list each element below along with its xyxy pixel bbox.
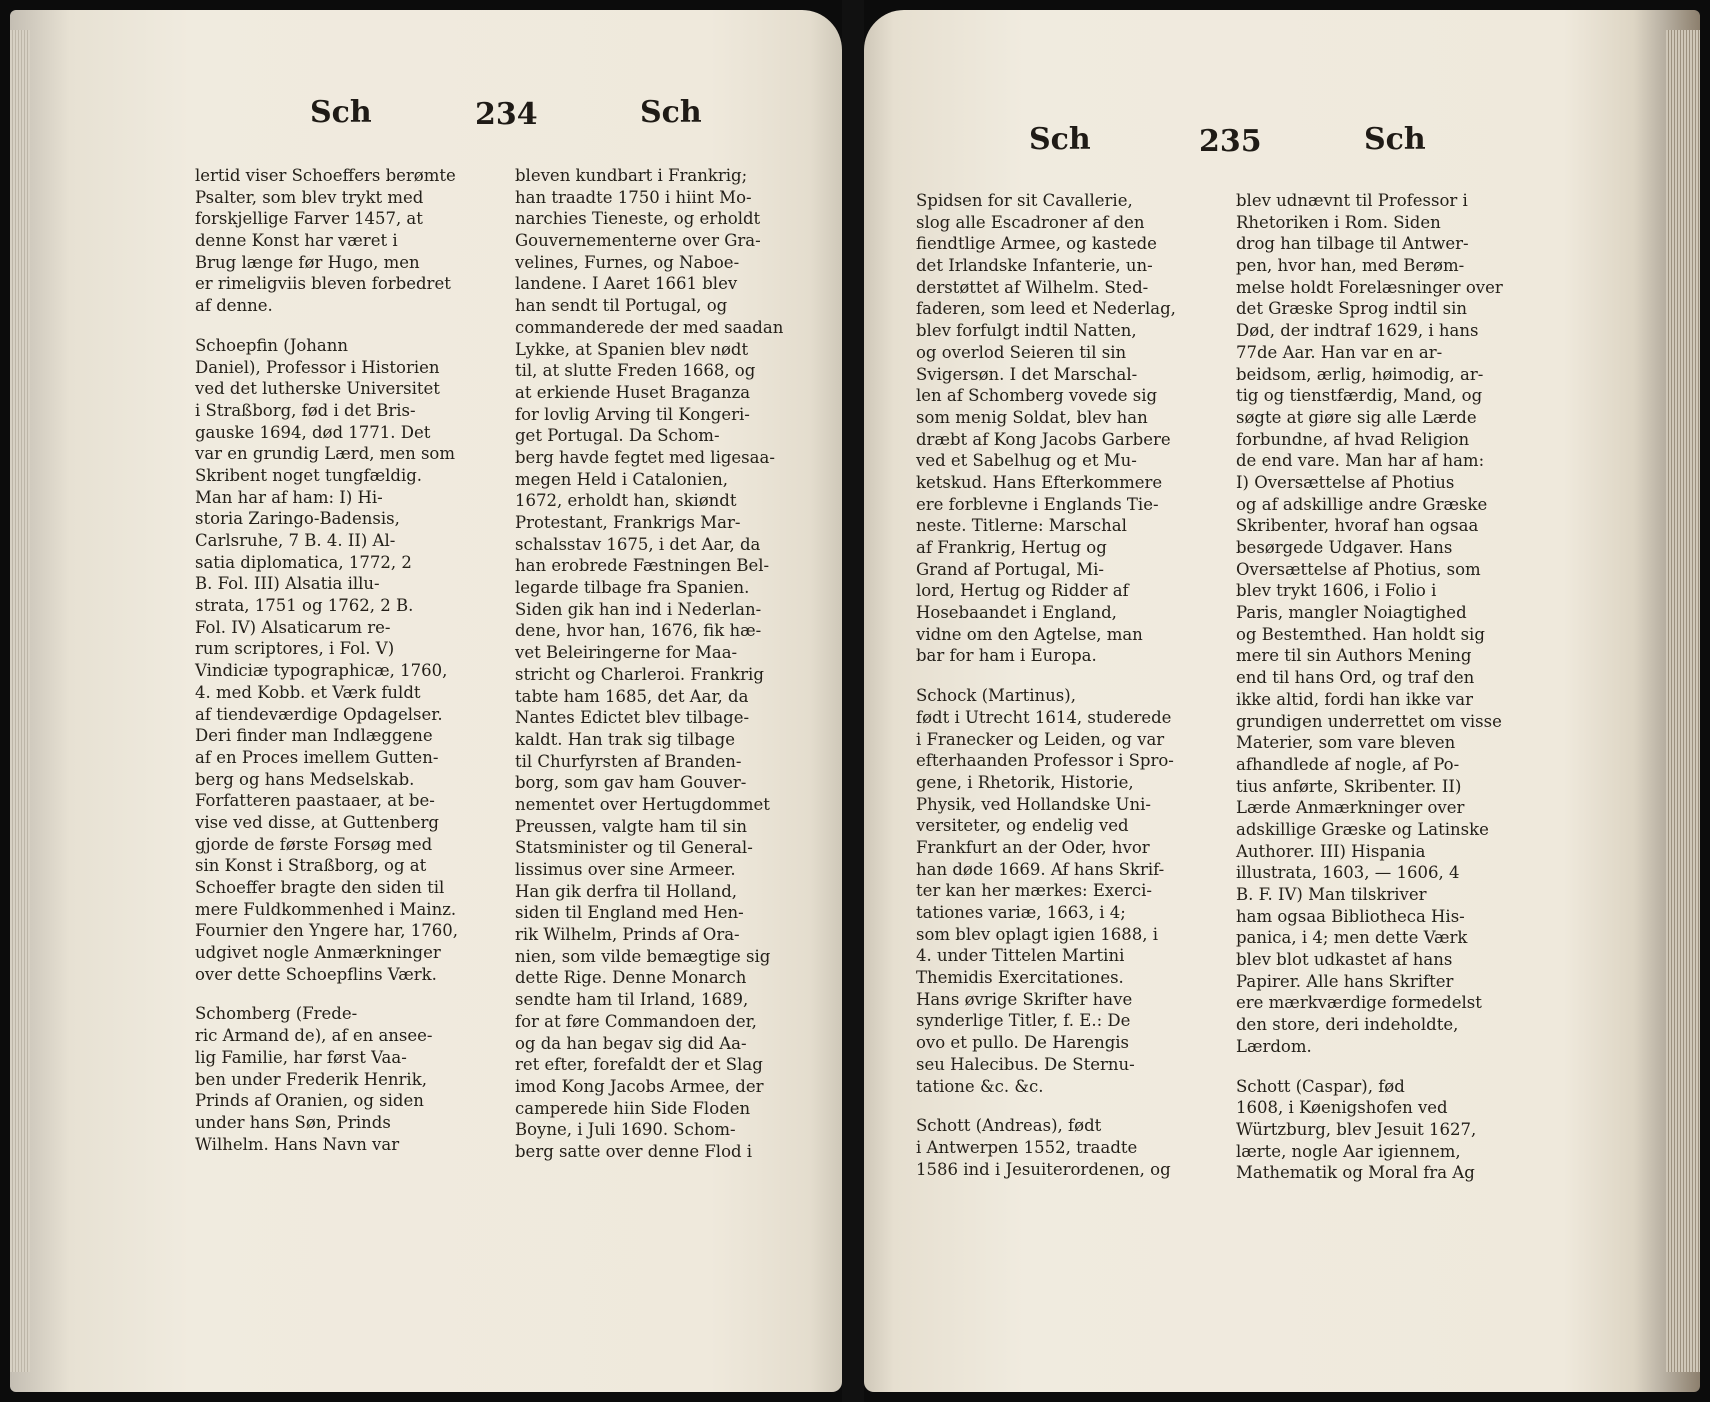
text-line: ere forblevne i Englands Tie- [916,494,1159,514]
text-line: i Franecker og Leiden, og var [916,729,1165,749]
text-line: Carlsruhe, 7 B. 4. II) Al- [195,531,396,550]
text-line: lissimus over sine Armeer. [515,860,736,879]
book-gutter [842,0,864,1402]
text-line: imod Kong Jacobs Armee, der [515,1076,764,1096]
text-line: legarde tilbage fra Spanien. [515,578,750,598]
text-line: i Straßborg, fød i det Bris- [195,400,416,420]
text-line: udgivet nogle Anmærkninger [195,943,441,963]
text-line: Würtzburg, blev Jesuit 1627, [1236,1119,1477,1139]
text-line: han traadte 1750 i hiint Mo- [515,187,752,207]
text-line: 1672, erholdt han, skiøndt [515,491,737,511]
text-line: velines, Furnes, og Naboe- [515,252,740,272]
text-line: var en grundig Lærd, men som [195,444,456,464]
text-line: Schott (Caspar), fød [1236,1076,1405,1096]
text-line: vidne om den Agtelse, man [916,624,1143,644]
text-line: berg og hans Medselskab. [195,769,415,789]
text-line: søgte at giøre sig alle Lærde [1236,407,1477,427]
text-line: dene, hvor han, 1676, fik hæ- [515,621,762,641]
text-line: Død, der indtraf 1629, i hans [1236,321,1479,341]
text-line: Schott (Andreas), født [916,1116,1102,1136]
text-line: af Frankrig, Hertug og [916,538,1107,557]
text-line: tabte ham 1685, det Aar, da [515,686,749,706]
text-line: Svigersøn. I det Marschal- [916,364,1138,384]
text-line: landene. I Aaret 1661 blev [515,274,738,294]
text-line: Preussen, valgte ham til sin [515,816,747,836]
text-line: Han gik derfra til Holland, [515,881,738,901]
text-line: Fournier den Yngere har, 1760, [195,921,459,941]
text-line: rik Wilhelm, Prinds af Ora- [515,925,740,945]
text-line: lærte, nogle Aar igiennem, [1236,1141,1461,1161]
text-line: ere mærkværdige formedelst [1236,993,1482,1013]
left-page-column-2 [515,165,783,1163]
text-line: blev udnævnt til Professor i [1236,191,1468,210]
text-line: og Bestemthed. Han holdt sig [1236,624,1485,644]
text-line: Forfatteren paastaaer, at be- [195,791,435,811]
right-page-column-1 [916,190,1176,1180]
text-line: Gouvernementerne over Gra- [515,231,761,251]
text-line: nien, som vilde bemægtige sig [515,946,771,966]
text-line: Psalter, som blev trykt med [195,187,424,207]
text-line: end til hans Ord, og traf den [1236,668,1475,688]
left-running-head-left: Sch [310,95,372,130]
text-line: lertid viser Schoeffers berømte [195,166,456,185]
text-line: tatione &c. &c. [916,1076,1044,1096]
text-line: berg satte over denne Flod i [515,1141,753,1161]
text-line: panica, i 4; men dette Værk [1236,928,1468,948]
text-line: over dette Schoepflins Værk. [195,964,437,984]
text-line: Authorer. III) Hispania [1236,841,1426,861]
text-line: sin Konst i Straßborg, og at [195,856,427,876]
text-line: faderen, som leed et Nederlag, [916,299,1176,319]
text-line: sendte ham til Irland, 1689, [515,990,749,1010]
text-line: commanderede der med saadan [515,317,784,337]
text-line: det Græske Sprog indtil sin [1236,299,1468,319]
text-line: ham ogsaa Bibliotheca His- [1236,906,1465,926]
text-line: siden til England med Hen- [515,903,744,923]
text-line: rum scriptores, i Fol. V) [195,639,395,659]
text-line: dette Rige. Denne Monarch [515,968,747,988]
text-line: som menig Soldat, blev han [916,407,1148,427]
text-line: adskillige Græske og Latinske [1236,819,1489,839]
left-page-edge [10,30,30,1372]
text-line: ikke altid, fordi han ikke var [1236,689,1474,709]
text-line: dræbt af Kong Jacobs Garbere [916,429,1171,449]
text-line: ved det lutherske Universitet [195,379,440,399]
text-line: Prinds af Oranien, og siden [195,1091,424,1111]
text-line: vet Beleiringerne for Maa- [515,643,738,663]
text-line: 1608, i Køenigshofen ved [1236,1098,1448,1118]
text-line: Hosebaandet i England, [916,603,1117,623]
text-line: tius anførte, Skribenter. II) [1236,776,1462,796]
text-line: beidsom, ærlig, høimodig, ar- [1236,364,1484,384]
text-line: mere Fuldkommenhed i Mainz. [195,899,457,919]
text-line: Themidis Exercitationes. [916,968,1124,988]
text-line: blev trykt 1606, i Folio i [1236,581,1437,601]
text-line: Lærde Anmærkninger over [1236,798,1465,818]
text-line: blev forfulgt indtil Natten, [916,321,1137,341]
text-line: af en Proces imellem Gutten- [195,747,439,767]
text-line: vise ved disse, at Guttenberg [195,812,439,832]
text-line: i Antwerpen 1552, traadte [916,1137,1138,1157]
text-line: for lovlig Arving til Kongeri- [515,404,750,424]
text-line: Protestant, Frankrigs Mar- [515,513,741,532]
text-line: er rimeligviis bleven forbedret [195,274,451,294]
text-line: B. F. IV) Man tilskriver [1236,885,1427,904]
text-line: gjorde de første Forsøg med [195,834,433,854]
text-line: slog alle Escadroner af den [916,212,1145,232]
text-line: Physik, ved Hollandske Uni- [916,794,1151,814]
left-page-column-1 [195,165,458,1155]
text-line: ric Armand de), af en ansee- [195,1026,433,1046]
text-line: og overlod Seieren til sin [916,342,1127,362]
paragraph-gap [1236,1058,1503,1076]
text-line: tationes variæ, 1663, i 4; [916,903,1126,922]
text-line: Lykke, at Spanien blev nødt [515,339,749,359]
text-line: tig og tienstfærdig, Mand, og [1236,386,1483,406]
paragraph-gap [916,1097,1176,1115]
text-line: at erkiende Huset Braganza [515,382,751,402]
text-line: Frankfurt an der Oder, hvor [916,837,1150,857]
text-line: forbundne, af hvad Religion [1236,429,1470,449]
right-page-edge [1666,30,1700,1372]
text-line: forskjellige Farver 1457, at [195,209,423,229]
text-line: de end vare. Man har af ham: [1236,451,1485,471]
text-line: ben under Frederik Henrik, [195,1069,427,1089]
text-line: lig Familie, har først Vaa- [195,1047,407,1067]
text-line: pen, hvor han, med Berøm- [1236,256,1465,276]
text-line: ter kan her mærkes: Exerci- [916,881,1152,901]
text-line: Skribent noget tungfældig. [195,465,423,485]
text-line: Lærdom. [1236,1036,1312,1056]
right-page-number: 235 [1199,124,1262,159]
text-line: megen Held i Catalonien, [515,469,729,489]
text-line: bleven kundbart i Frankrig; [515,166,748,185]
text-line: Nantes Edictet blev tilbage- [515,708,750,728]
text-line: drog han tilbage til Antwer- [1236,234,1469,254]
text-line: Schoeffer bragte den siden til [195,878,445,897]
right-page-column-2 [1236,190,1503,1184]
text-line: satia diplomatica, 1772, 2 [195,552,412,572]
text-line: 1586 ind i Jesuiterordenen, og [916,1159,1171,1179]
text-line: narchies Tieneste, og erholdt [515,209,761,229]
text-line: den store, deri indeholdte, [1236,1015,1459,1035]
text-line: han sendt til Portugal, og [515,296,728,316]
text-line: neste. Titlerne: Marschal [916,516,1127,536]
text-line: Boyne, i Juli 1690. Schom- [515,1120,736,1140]
text-line: Grand af Portugal, Mi- [916,559,1104,579]
text-line: Schoepfin (Johann [195,335,349,355]
text-line: berg havde fegtet med ligesaa- [515,447,775,467]
text-line: for at føre Commandoen der, [515,1011,757,1031]
text-line: Spidsen for sit Cavallerie, [916,191,1133,210]
text-line: og af adskillige andre Græske [1236,494,1488,514]
paragraph-gap [195,985,458,1003]
left-page-number: 234 [475,97,538,132]
text-line: Paris, mangler Noiagtighed [1236,603,1467,623]
text-line: Schock (Martinus), [916,686,1076,706]
text-line: besørgede Udgaver. Hans [1236,538,1453,557]
text-line: melse holdt Forelæsninger over [1236,277,1503,297]
text-line: schalsstav 1675, i det Aar, da [515,534,761,554]
text-line: Fol. IV) Alsaticarum re- [195,617,391,637]
text-line: Materier, som vare bleven [1236,733,1456,753]
text-line: camperede hiin Side Floden [515,1098,751,1118]
text-line: Schomberg (Frede- [195,1004,358,1024]
text-line: I) Oversættelse af Photius [1236,472,1455,492]
text-line: Vindiciæ typographicæ, 1760, [195,661,448,681]
text-line: Wilhelm. Hans Navn var [195,1134,400,1154]
left-page [10,10,842,1392]
text-line: af denne. [195,296,273,316]
text-line: fiendtlige Armee, og kastede [916,234,1157,254]
text-line: Oversættelse af Photius, som [1236,559,1481,579]
paragraph-gap [195,317,458,335]
text-line: B. Fol. III) Alsatia illu- [195,574,380,594]
text-line: gauske 1694, død 1771. Det [195,422,431,442]
text-line: mere til sin Authors Mening [1236,646,1472,666]
text-line: nementet over Hertugdommet [515,794,770,814]
text-line: 4. med Kobb. et Værk fuldt [195,682,421,702]
text-line: illustrata, 1603, — 1606, 4 [1236,863,1460,883]
text-line: lord, Hertug og Ridder af [916,581,1129,601]
text-line: Rhetoriken i Rom. Siden [1236,212,1441,232]
text-line: ret efter, forefaldt der et Slag [515,1055,763,1075]
right-running-head-right: Sch [1364,122,1426,157]
text-line: ovo et pullo. De Harengis [916,1033,1130,1053]
paragraph-gap [916,667,1176,685]
text-line: versiteter, og endelig ved [916,816,1129,836]
text-line: derstøttet af Wilhelm. Sted- [916,277,1149,297]
text-line: ved et Sabelhug og et Mu- [916,451,1137,471]
text-line: seu Halecibus. De Sternu- [916,1054,1135,1074]
text-line: til Churfyrsten af Branden- [515,751,742,771]
text-line: Statsminister og til General- [515,838,753,858]
text-line: Siden gik han ind i Nederlan- [515,599,762,619]
text-line: Mathematik og Moral fra Ag [1236,1163,1475,1183]
text-line: til, at slutte Freden 1668, og [515,361,756,381]
text-line: af tiendeværdige Opdagelser. [195,704,443,724]
text-line: synderlige Titler, f. E.: De [916,1011,1131,1031]
text-line: født i Utrecht 1614, studerede [916,707,1172,727]
text-line: han døde 1669. Af hans Skrif- [916,859,1165,879]
text-line: borg, som gav ham Gouver- [515,773,747,793]
text-line: storia Zaringo-Badensis, [195,509,400,529]
text-line: get Portugal. Da Schom- [515,426,720,446]
text-line: afhandlede af nogle, af Po- [1236,754,1460,774]
text-line: Papirer. Alle hans Skrifter [1236,971,1454,991]
text-line: Hans øvrige Skrifter have [916,989,1133,1009]
right-page [864,10,1700,1392]
text-line: 4. under Tittelen Martini [916,946,1125,966]
text-line: stricht og Charleroi. Frankrig [515,664,764,684]
text-line: strata, 1751 og 1762, 2 B. [195,596,414,616]
text-line: blev blot udkastet af hans [1236,950,1453,970]
text-line: han erobrede Fæstningen Bel- [515,556,770,576]
right-running-head-left: Sch [1029,122,1091,157]
text-line: len af Schomberg vovede sig [916,386,1158,406]
text-line: 77de Aar. Han var en ar- [1236,342,1443,362]
text-line: gene, i Rhetorik, Historie, [916,772,1134,792]
text-line: og da han begav sig did Aa- [515,1033,747,1053]
text-line: som blev oplagt igien 1688, i [916,924,1159,944]
text-line: denne Konst har været i [195,231,398,251]
text-line: Deri finder man Indlæggene [195,726,433,746]
text-line: Man har af ham: I) Hi- [195,487,383,507]
text-line: Skribenter, hvoraf han ogsaa [1236,516,1479,536]
text-line: ketskud. Hans Efterkommere [916,472,1163,492]
left-running-head-right: Sch [640,95,702,130]
text-line: grundigen underrettet om visse [1236,711,1502,731]
text-line: bar for ham i Europa. [916,646,1097,666]
text-line: kaldt. Han trak sig tilbage [515,729,735,749]
text-line: efterhaanden Professor i Spro- [916,751,1174,771]
text-line: det Irlandske Infanterie, un- [916,256,1153,276]
text-line: Brug længe før Hugo, men [195,252,420,272]
text-line: under hans Søn, Prinds [195,1112,391,1132]
text-line: Daniel), Professor i Historien [195,357,440,377]
